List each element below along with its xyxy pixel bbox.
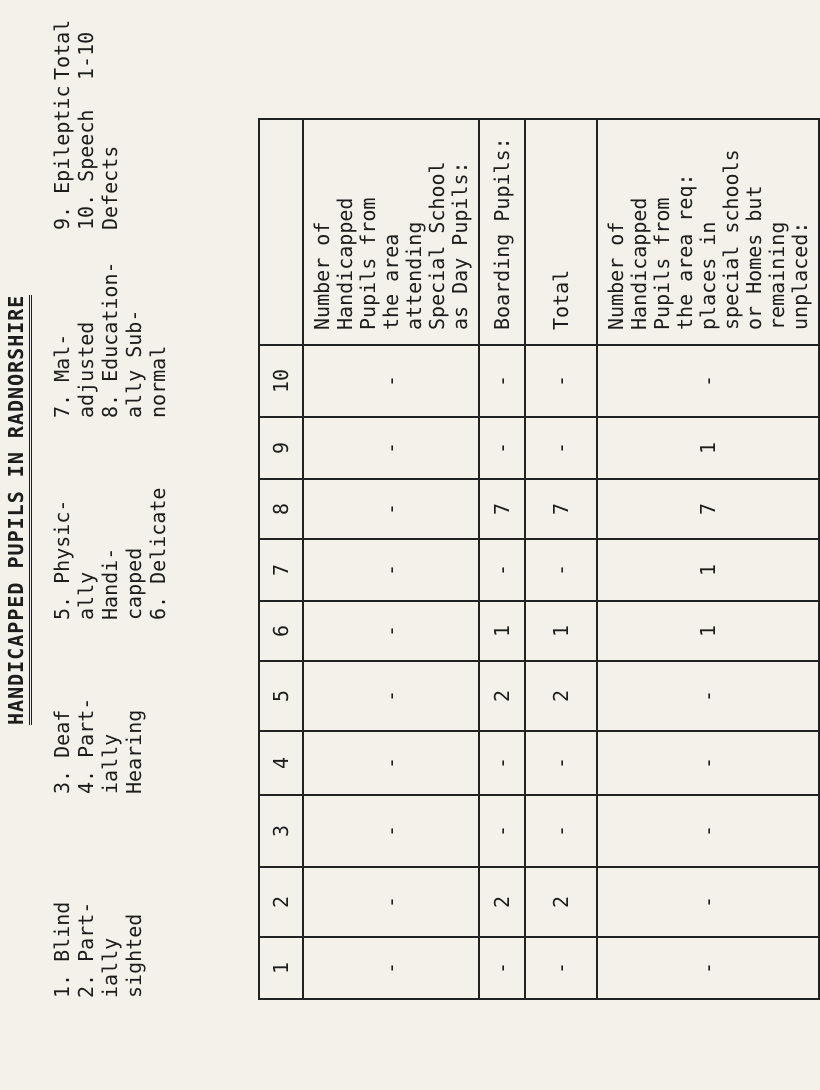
column-header: 3: [259, 795, 303, 867]
row-label-line: Pupils from: [649, 197, 674, 330]
row-label-line: the area req:: [672, 173, 697, 330]
table-cell: 2: [479, 661, 525, 731]
key-line: Hearing: [122, 709, 146, 794]
table-cell: -: [479, 937, 525, 999]
table-cell: 2: [525, 661, 597, 731]
row-label-line: Handicapped: [332, 197, 357, 330]
key-line: 1-10: [74, 31, 98, 80]
key-line: normal: [146, 345, 170, 418]
key-line: adjusted: [74, 321, 98, 418]
table-cell: -: [597, 795, 819, 867]
table-cell: 1: [597, 539, 819, 601]
key-line: Total: [50, 19, 74, 80]
row-label: [303, 119, 479, 345]
heading-text: HANDICAPPED PUPILS IN RADNORSHIRE: [4, 295, 32, 725]
table-cell: -: [303, 479, 479, 539]
row-label-line: remaining: [764, 221, 789, 330]
table-cell: -: [597, 867, 819, 937]
row-label-line: unplaced:: [787, 221, 812, 330]
table-cell: -: [479, 539, 525, 601]
table-cell: -: [479, 795, 525, 867]
column-header: 7: [259, 539, 303, 601]
key-line: sighted: [122, 913, 146, 998]
key-line: 1. Blind: [50, 901, 74, 998]
row-label-line: as Day Pupils:: [447, 161, 472, 330]
table-cell: -: [303, 601, 479, 661]
handicapped-pupils-table: [258, 118, 820, 1000]
table-row-boarding-pupils: [479, 119, 525, 999]
table-cell: -: [303, 539, 479, 601]
table-cell: 1: [597, 601, 819, 661]
row-label-line: the area: [378, 233, 403, 330]
row-label-line: or Homes but: [741, 185, 766, 330]
row-label-line: Total: [548, 269, 573, 330]
column-header: 10: [259, 345, 303, 417]
key-column-deaf: [50, 698, 146, 794]
key-line: 9. Epileptic: [50, 85, 74, 230]
table-cell: -: [525, 345, 597, 417]
table-cell: -: [479, 345, 525, 417]
row-label-line: Boarding Pupils:: [489, 137, 514, 330]
key-line: ially: [98, 733, 122, 794]
table-cell: -: [303, 345, 479, 417]
table-cell: -: [525, 539, 597, 601]
table-cell: -: [303, 731, 479, 795]
column-header: 9: [259, 417, 303, 479]
table-cell: -: [525, 937, 597, 999]
row-label-line: special schools: [718, 149, 743, 330]
key-line: 3. Deaf: [50, 709, 74, 794]
key-line: 5. Physic-: [50, 499, 74, 620]
table-header-row: [259, 119, 303, 999]
table-cell: -: [525, 795, 597, 867]
table-cell: -: [479, 731, 525, 795]
table-cell: -: [597, 731, 819, 795]
table-cell: -: [597, 345, 819, 417]
table-cell: -: [303, 937, 479, 999]
row-label-line: attending: [401, 221, 426, 330]
key-column-epileptic: [50, 86, 122, 231]
column-header: 8: [259, 479, 303, 539]
table-cell: 7: [479, 479, 525, 539]
table-cell: 7: [597, 479, 819, 539]
key-line: 10. Speech: [74, 109, 98, 230]
table-cell: -: [597, 937, 819, 999]
row-label: [525, 119, 597, 345]
key-line: ally: [74, 571, 98, 620]
table-cell: -: [303, 417, 479, 479]
key-line: 7. Mal-: [50, 333, 74, 418]
key-line: ally Sub-: [122, 309, 146, 418]
key-line: Handi-: [98, 547, 122, 620]
key-line: Defects: [98, 145, 122, 230]
key-line: 6. Delicate: [146, 487, 170, 620]
row-label-line: Special School: [424, 161, 449, 330]
column-header: 2: [259, 867, 303, 937]
row-label-line: Number of: [309, 221, 334, 330]
key-line: ially: [98, 937, 122, 998]
table-row-total: [525, 119, 597, 999]
table-row-unplaced: [597, 119, 819, 999]
table-cell: 1: [597, 417, 819, 479]
table-row-day-pupils: [303, 119, 479, 999]
key-column-blind: [50, 902, 146, 998]
row-label-line: Handicapped: [626, 197, 651, 330]
column-header: 5: [259, 661, 303, 731]
column-header: 6: [259, 601, 303, 661]
key-column-total: [50, 20, 98, 80]
table-cell: 2: [479, 867, 525, 937]
column-header: [259, 119, 303, 345]
table-cell: -: [479, 417, 525, 479]
key-column-maladjusted: [50, 261, 170, 418]
key-line: 4. Part-: [74, 697, 98, 794]
key-line: 2. Part-: [74, 901, 98, 998]
column-header: 4: [259, 731, 303, 795]
table-cell: -: [303, 867, 479, 937]
key-column-physically: [50, 488, 170, 620]
row-label-line: Number of: [603, 221, 628, 330]
row-label: [479, 119, 525, 345]
key-line: capped: [122, 547, 146, 620]
table-cell: 1: [479, 601, 525, 661]
table-cell: -: [525, 417, 597, 479]
table-cell: 2: [525, 867, 597, 937]
row-label-line: Pupils from: [355, 197, 380, 330]
table-cell: -: [597, 661, 819, 731]
table-cell: -: [525, 731, 597, 795]
table-cell: -: [303, 661, 479, 731]
key-line: 8. Education-: [98, 261, 122, 418]
table-cell: 1: [525, 601, 597, 661]
column-header: 1: [259, 937, 303, 999]
row-label: [597, 119, 819, 345]
row-label-line: places in: [695, 221, 720, 330]
page-heading: [0, 0, 40, 1090]
table-cell: 7: [525, 479, 597, 539]
table-cell: -: [303, 795, 479, 867]
